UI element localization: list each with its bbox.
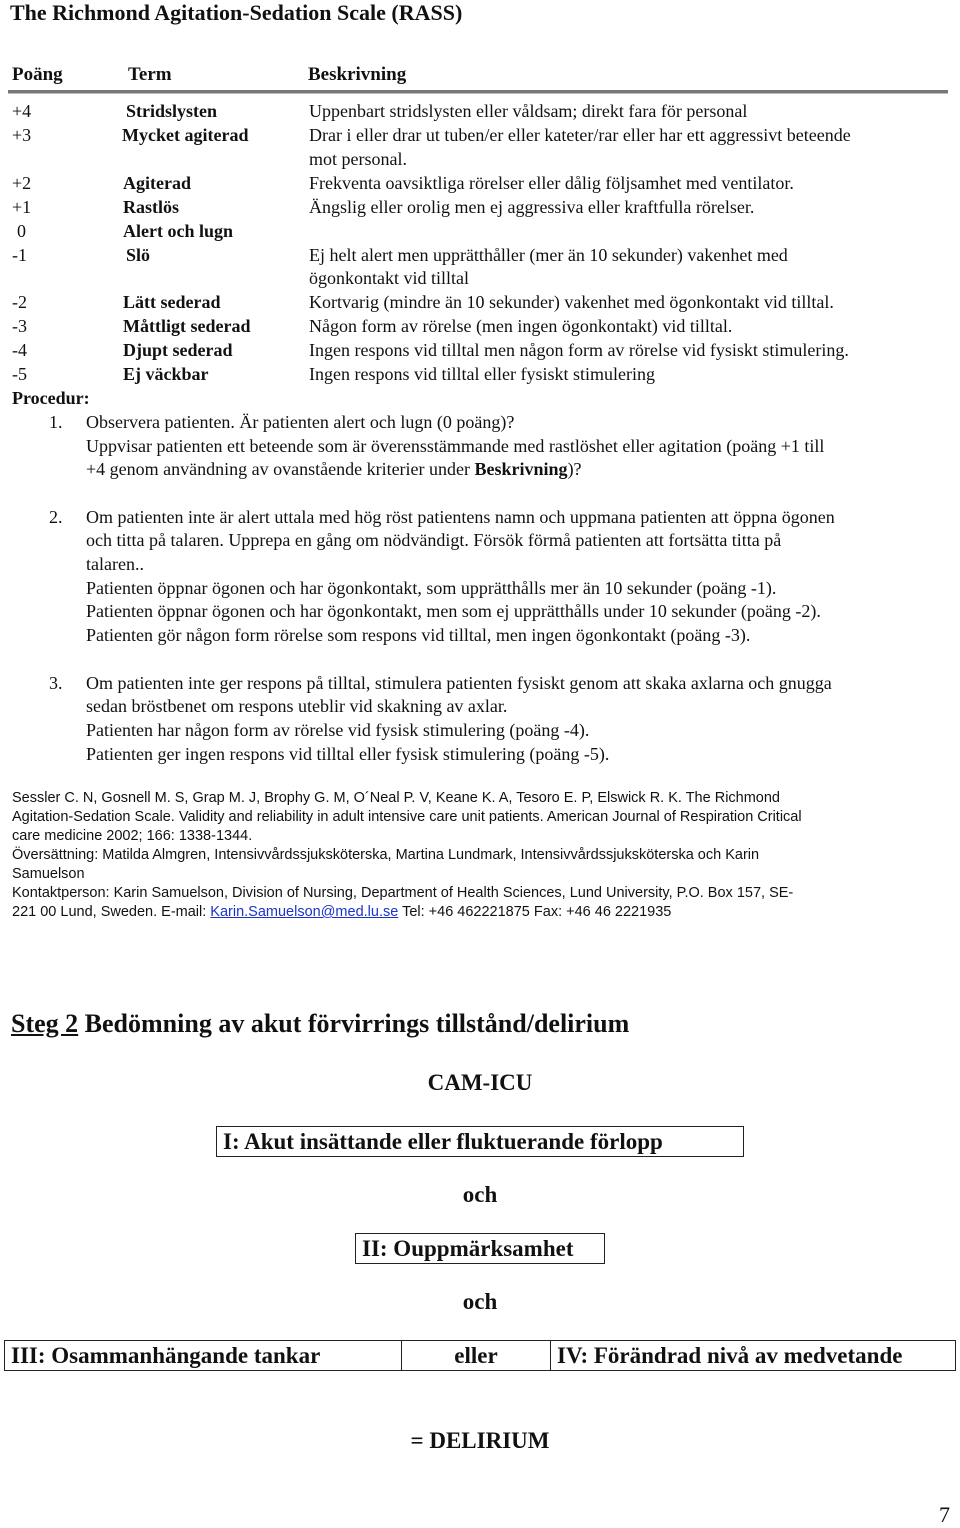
row-score: -2 bbox=[12, 292, 27, 312]
row-term: Stridslysten bbox=[126, 101, 218, 121]
feature-4-box: IV: Förändrad nivå av medvetande bbox=[550, 1340, 956, 1371]
row-term: Alert och lugn bbox=[123, 221, 233, 241]
row-score: -3 bbox=[12, 316, 27, 336]
row-description: Ängslig eller orolig men ej aggressiva eller kraftfulla rörelser. bbox=[309, 197, 755, 217]
contact-suffix: Tel: +46 462221875 Fax: +46 46 2221935 bbox=[398, 904, 672, 920]
page-title: The Richmond Agitation-Sedation Scale (RASS) bbox=[10, 0, 463, 25]
page-number: 7 bbox=[939, 1502, 950, 1527]
row-score: -5 bbox=[12, 364, 27, 384]
step-line: Om patienten inte ger respons på tilltal, stimulera patienten fysiskt genom att skaka axlarna och gnugga bbox=[86, 673, 832, 693]
step-line: Patienten öppnar ögonen och har ögonkontakt, men som ej upprätthålls under 10 sekunder (poäng -2). bbox=[86, 601, 821, 621]
row-term: Slö bbox=[126, 245, 151, 265]
header-score: Poäng bbox=[12, 64, 63, 85]
step-line-text: +4 genom användning av ovanstående kriterier under bbox=[86, 459, 475, 479]
contact-prefix: 221 00 Lund, Sweden. E-mail: bbox=[12, 904, 211, 920]
reference-line: Samuelson bbox=[12, 866, 85, 882]
steg2-step-label: Steg 2 bbox=[11, 1009, 79, 1038]
step-line: Patienten har någon form av rörelse vid fysisk stimulering (poäng -4). bbox=[86, 720, 590, 740]
row-description-continued: mot personal. bbox=[309, 149, 407, 169]
procedure-label: Procedur: bbox=[12, 388, 90, 408]
feature-2-box: II: Ouppmärksamhet bbox=[355, 1233, 605, 1264]
steg2-heading-text: Bedömning av akut förvirrings tillstånd/delirium bbox=[78, 1009, 630, 1038]
row-term: Ej väckbar bbox=[123, 364, 209, 384]
feature-3-box: III: Osammanhängande tankar bbox=[4, 1340, 402, 1371]
row-score: +3 bbox=[12, 125, 32, 145]
reference-contact-line bbox=[12, 904, 671, 920]
row-description: Någon form av rörelse (men ingen ögonkontakt) vid tilltal. bbox=[309, 316, 733, 336]
row-score: +4 bbox=[12, 101, 32, 121]
row-term: Måttligt sederad bbox=[123, 316, 251, 336]
row-description: Frekventa oavsiktliga rörelser eller dålig följsamhet med ventilator. bbox=[309, 173, 794, 193]
delirium-result: = DELIRIUM bbox=[410, 1428, 550, 1453]
row-description-continued: ögonkontakt vid tilltal bbox=[309, 268, 469, 288]
email-link[interactable]: Karin.Samuelson@med.lu.se bbox=[210, 904, 399, 920]
step-line: Patienten gör någon form rörelse som respons vid tilltal, men ingen ögonkontakt (poäng -3). bbox=[86, 625, 751, 645]
step-line-tail: )? bbox=[567, 459, 582, 479]
step-number: 3. bbox=[49, 673, 63, 693]
step-line: sedan bröstbenet om respons uteblir vid skakning av axlar. bbox=[86, 696, 508, 716]
cam-icu-title: CAM-ICU bbox=[427, 1070, 533, 1095]
and-label-2: och bbox=[462, 1289, 498, 1314]
step-line: Om patienten inte är alert uttala med hög röst patientens namn och uppmana patienten att öppna ögonen bbox=[86, 507, 835, 527]
row-score: -4 bbox=[12, 340, 27, 360]
step-line: talaren.. bbox=[86, 554, 144, 574]
step-line: Patienten öppnar ögonen och har ögonkontakt, som upprätthålls mer än 10 sekunder (poäng -1). bbox=[86, 578, 777, 598]
header-description: Beskrivning bbox=[308, 64, 407, 85]
step-line: Observera patienten. Är patienten alert och lugn (0 poäng)? bbox=[86, 412, 515, 432]
row-description: Uppenbart stridslysten eller våldsam; direkt fara för personal bbox=[309, 101, 748, 121]
row-score: -1 bbox=[12, 245, 27, 265]
row-score: +1 bbox=[12, 197, 32, 217]
step-line bbox=[86, 459, 582, 480]
reference-line: Kontaktperson: Karin Samuelson, Division of Nursing, Department of Health Sciences, Lund University, P.O. Box 157, SE- bbox=[12, 885, 794, 901]
row-term: Agiterad bbox=[123, 173, 191, 193]
row-term: Mycket agiterad bbox=[122, 125, 249, 145]
row-term: Rastlös bbox=[123, 197, 180, 217]
step-number: 2. bbox=[49, 507, 63, 527]
row-term: Djupt sederad bbox=[123, 340, 233, 360]
row-description: Ingen respons vid tilltal eller fysiskt stimulering bbox=[309, 364, 655, 384]
steg2-heading bbox=[11, 1009, 629, 1039]
header-divider bbox=[8, 90, 948, 94]
and-label-1: och bbox=[462, 1182, 498, 1207]
step-number: 1. bbox=[49, 412, 63, 432]
reference-line: Agitation-Sedation Scale. Validity and reliability in adult intensive care unit patients. American Journal of Respiration Critical bbox=[12, 809, 802, 825]
row-description: Ej helt alert men upprätthåller (mer än 10 sekunder) vakenhet med bbox=[309, 245, 788, 265]
row-description: Ingen respons vid tilltal men någon form av rörelse vid fysiskt stimulering. bbox=[309, 340, 849, 360]
reference-line: Sessler C. N, Gosnell M. S, Grap M. J, Brophy G. M, O´Neal P. V, Keane K. A, Tesoro E. P, Elswick R. K. The Richmond bbox=[12, 790, 780, 806]
reference-line: Översättning: Matilda Almgren, Intensivvårdssjuksköterska, Martina Lundmark, Intensivvårdssjuksköterska och Karin bbox=[12, 847, 760, 863]
step-line: och titta på talaren. Upprepa en gång om nödvändigt. Försök förmå patienten att fortsätta titta på bbox=[86, 530, 782, 550]
row-description: Kortvarig (mindre än 10 sekunder) vakenhet med ögonkontakt vid tilltal. bbox=[309, 292, 834, 312]
row-description: Drar i eller drar ut tuben/er eller kateter/rar eller har ett aggressivt beteende bbox=[309, 125, 851, 145]
or-label-box: eller bbox=[401, 1340, 551, 1371]
row-score: 0 bbox=[17, 221, 26, 241]
row-term: Lätt sederad bbox=[123, 292, 221, 312]
step-line: Patienten ger ingen respons vid tilltal eller fysisk stimulering (poäng -5). bbox=[86, 744, 610, 764]
feature-1-box: I: Akut insättande eller fluktuerande förlopp bbox=[216, 1126, 744, 1157]
header-term: Term bbox=[128, 64, 172, 85]
step-bold-term: Beskrivning bbox=[474, 459, 568, 479]
step-line: Uppvisar patienten ett beteende som är överensstämmande med rastlöshet eller agitation (poäng +1 till bbox=[86, 436, 825, 456]
reference-line: care medicine 2002; 166: 1338-1344. bbox=[12, 828, 253, 844]
row-score: +2 bbox=[12, 173, 32, 193]
